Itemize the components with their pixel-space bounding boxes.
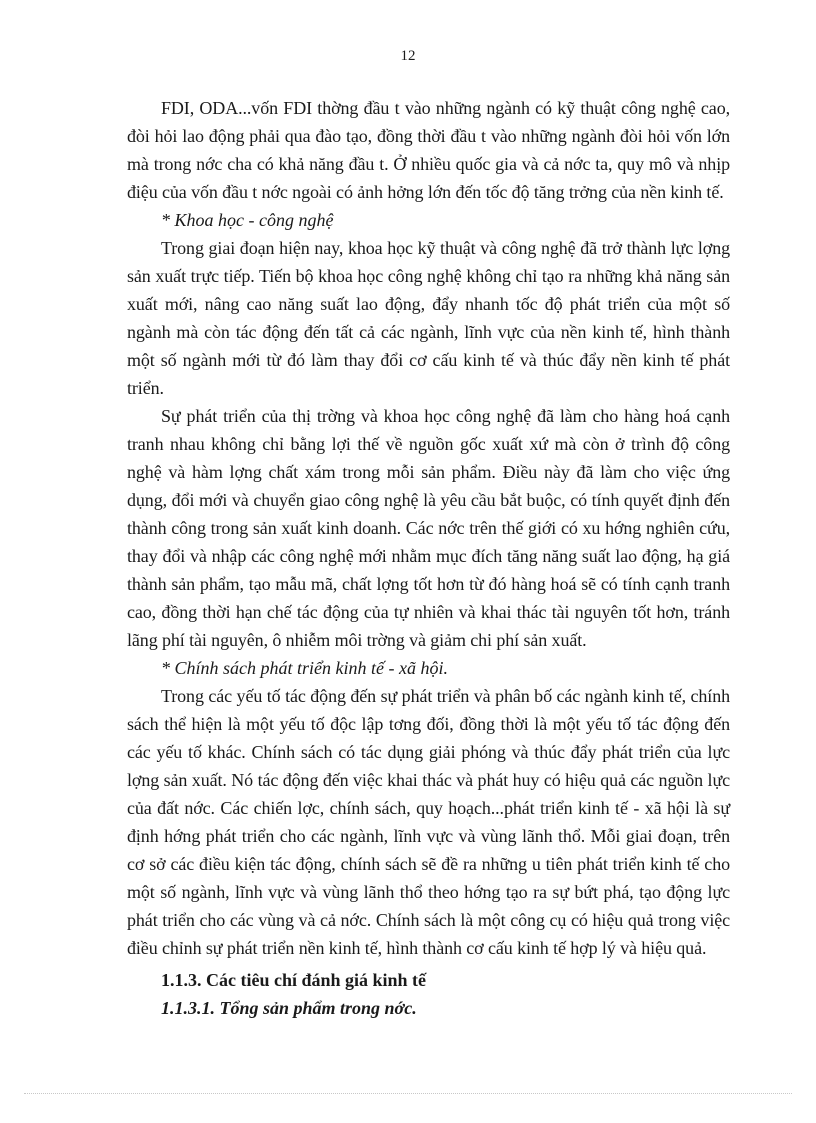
paragraph-science-technology: Trong giai đoạn hiện nay, khoa học kỹ thuật và công nghệ đã trở thành lực lợng sản xuất trực tiếp. Tiến bộ khoa học công nghệ không chỉ tạo ra những khả năng sản xuất mới, nâng cao năng suất lao động, đẩy nhanh tốc độ phát triển của một số ngành mà còn tác động đến tất cả các ngành, lĩnh vực của nền kinh tế, hình thành một số ngành mới từ đó làm thay đổi cơ cấu kinh tế và thúc đẩy nền kinh tế phát triển.	[127, 238, 730, 398]
heading-science-technology: * Khoa học - công nghệ	[161, 210, 334, 230]
subsection-heading-gdp: 1.1.3.1. Tổng sản phẩm trong nớc.	[161, 998, 417, 1018]
heading-socioeconomic-policy: * Chính sách phát triển kinh tế - xã hội.	[161, 658, 448, 678]
document-body	[127, 94, 730, 1022]
paragraph-policy: Trong các yếu tố tác động đến sự phát triển và phân bố các ngành kinh tế, chính sách thể hiện là một yếu tố độc lập tơng đối, đồng thời là một yếu tố tác động đến các yếu tố khác. Chính sách có tác dụng giải phóng và thúc đẩy phát triển của lực lợng sản xuất. Nó tác động đến việc khai thác và phát huy có hiệu quả các nguồn lực của đất nớc. Các chiến lợc, chính sách, quy hoạch...phát triển kinh tế - xã hội là sự định hớng phát triển cho các ngành, lĩnh vực và vùng lãnh thổ. Mỗi giai đoạn, trên cơ sở các điều kiện tác động, chính sách sẽ đề ra những u tiên phát triển kinh tế cho một số ngành, lĩnh vực và vùng lãnh thổ theo hớng tạo ra sự bứt phá, tạo động lực phát triển cho các vùng và cả nớc. Chính sách là một công cụ có hiệu quả trong việc điều chỉnh sự phát triển nền kinh tế, hình thành cơ cấu kinh tế hợp lý và hiệu quả.	[127, 686, 730, 958]
page-number: 12	[400, 48, 416, 64]
section-heading-criteria: 1.1.3. Các tiêu chí đánh giá kinh tế	[161, 970, 427, 990]
page-bottom-rule	[24, 1093, 792, 1094]
paragraph-market-technology: Sự phát triển của thị trờng và khoa học công nghệ đã làm cho hàng hoá cạnh tranh nhau không chỉ bằng lợi thế về nguồn gốc xuất xứ mà còn ở trình độ công nghệ và hàm lợng chất xám trong mỗi sản phẩm. Điều này đã làm cho việc ứng dụng, đổi mới và chuyển giao công nghệ là yêu cầu bắt buộc, có tính quyết định đến thành công trong sản xuất kinh doanh. Các nớc trên thế giới có xu hớng nghiên cứu, thay đổi và nhập các công nghệ mới nhằm mục đích tăng năng suất lao động, hạ giá thành sản phẩm, tạo mẫu mã, chất lợng tốt hơn từ đó hàng hoá sẽ có tính cạnh tranh cao, đồng thời hạn chế tác động của tự nhiên và khai thác tài nguyên tốt hơn, tránh lãng phí tài nguyên, ô nhiễm môi trờng và giảm chi phí sản xuất.	[127, 406, 730, 650]
paragraph-fdi-oda: FDI, ODA...vốn FDI thờng đầu t vào những ngành có kỹ thuật công nghệ cao, đòi hỏi lao động phải qua đào tạo, đồng thời đầu t vào những ngành đòi hỏi vốn lớn mà trong nớc cha có khả năng đầu t. Ở nhiều quốc gia và cả nớc ta, quy mô và nhịp điệu của vốn đầu t nớc ngoài có ảnh hởng lớn đến tốc độ tăng trởng của nền kinh tế.	[127, 98, 730, 202]
